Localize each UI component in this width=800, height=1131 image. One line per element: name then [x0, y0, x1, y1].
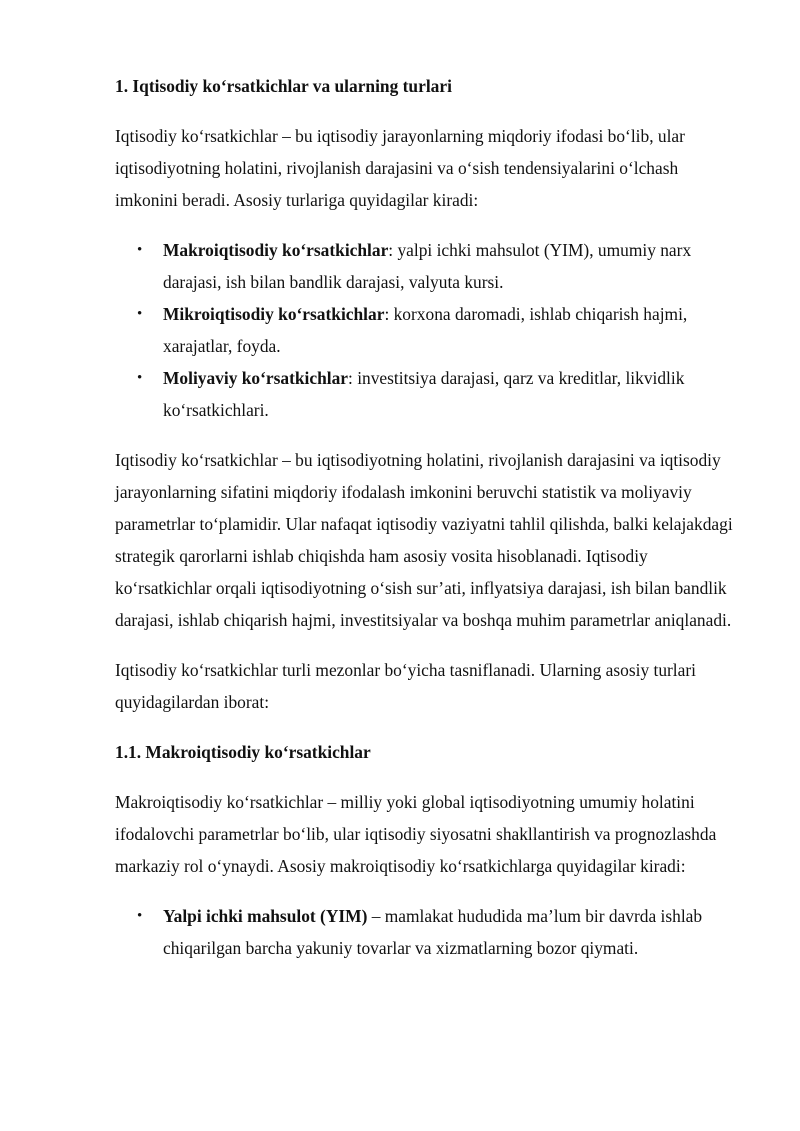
bullet-icon: • [137, 306, 143, 322]
list-item-term: Moliyaviy ko‘rsatkichlar [163, 368, 349, 388]
paragraph: Iqtisodiy ko‘rsatkichlar – bu iqtisodiy jarayonlarning miqdoriy ifodasi bo‘lib, ular iqtisodiyotning holatini, rivojlanish darajasini va o‘sish tendensiyalarini o‘lchash imkonini beradi. Asosiy turlariga quyidagilar kiradi: [115, 126, 685, 210]
list-item-term: Mikroiqtisodiy ko‘rsatkichlar [163, 304, 385, 324]
section-heading: 1. Iqtisodiy ko‘rsatkichlar va ularning turlari [115, 76, 452, 96]
list-item-text: : korxona daromadi, ishlab chiqarish hajmi, xarajatlar, foyda. [163, 304, 688, 356]
bullet-icon: • [137, 242, 143, 258]
list-item-text: – mamlakat hududida ma’lum bir davrda ishlab chiqarilgan barcha yakuniy tovarlar va xizmatlarning bozor qiymati. [163, 906, 703, 958]
paragraph: Iqtisodiy ko‘rsatkichlar turli mezonlar bo‘yicha tasniflanadi. Ularning asosiy turlari quyidagilardan iborat: [115, 660, 696, 712]
list-item [115, 298, 745, 362]
bullet-icon: • [137, 370, 143, 386]
list-item-text: : investitsiya darajasi, qarz va kreditlar, likvidlik ko‘rsatkichlari. [163, 368, 685, 420]
list-item [115, 362, 745, 426]
subsection-heading: 1.1. Makroiqtisodiy ko‘rsatkichlar [115, 742, 371, 762]
document-body [115, 70, 745, 964]
bullet-icon: • [137, 908, 143, 924]
paragraph: Iqtisodiy ko‘rsatkichlar – bu iqtisodiyotning holatini, rivojlanish darajasini va iqtisodiy jarayonlarning sifatini miqdoriy ifodalash imkonini beruvchi statistik va moliyaviy parametrlar to‘plamidir. Ular nafaqat iqtisodiy vaziyatni tahlil qilishda, balki kelajakdagi strategik qarorlarni ishlab chiqishda ham asosiy vosita hisoblanadi. Iqtisodiy ko‘rsatkichlar orqali iqtisodiyotning o‘sish sur’ati, inflyatsiya darajasi, ish bilan bandlik darajasi, ishlab chiqarish hajmi, investitsiyalar va boshqa muhim parametrlar aniqlanadi. [115, 450, 733, 630]
bullet-list [115, 900, 745, 964]
list-item-text: : yalpi ichki mahsulot (YIM), umumiy narx darajasi, ish bilan bandlik darajasi, valyuta kursi. [163, 240, 692, 292]
paragraph: Makroiqtisodiy ko‘rsatkichlar – milliy yoki global iqtisodiyotning umumiy holatini ifodalovchi parametrlar bo‘lib, ular iqtisodiy siyosatni shakllantirish va prognozlashda markaziy rol o‘ynaydi. Asosiy makroiqtisodiy ko‘rsatkichlarga quyidagilar kiradi: [115, 792, 717, 876]
list-item-term: Yalpi ichki mahsulot (YIM) [163, 906, 368, 926]
list-item [115, 900, 745, 964]
list-item [115, 234, 745, 298]
list-item-term: Makroiqtisodiy ko‘rsatkichlar [163, 240, 389, 260]
bullet-list [115, 234, 745, 426]
